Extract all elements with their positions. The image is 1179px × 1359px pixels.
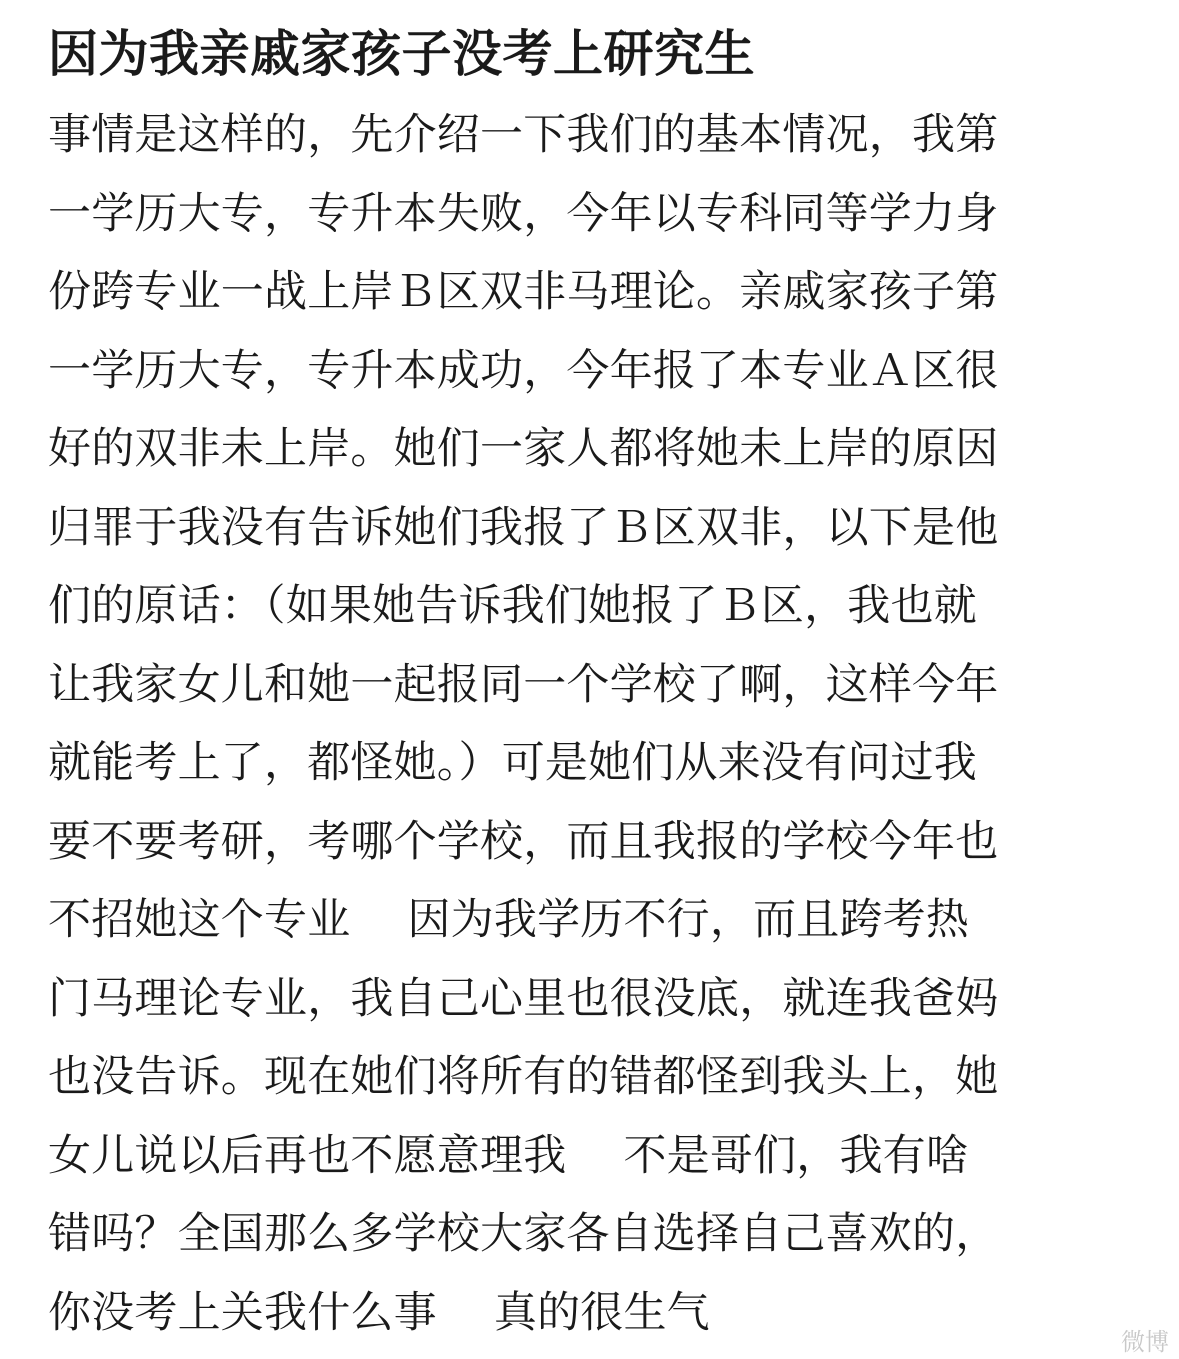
post-line: 错吗？全国那么多学校大家各自选择自己喜欢的， [48,1209,999,1259]
post-line: 要不要考研，考哪个学校，而且我报的学校今年也 [48,816,999,867]
post-line: 份跨专业一战上岸Ｂ区双非马理论。亲戚家孩子第 [48,267,999,317]
post-line: 好的双非未上岸。她们一家人都将她未上岸的原因 [48,424,999,474]
post-line: 也没告诉。现在她们将所有的错都怪到我头上，她 [48,1052,999,1102]
post-line: 一学历大专，专升本失败，今年以专科同等学力身 [48,188,999,239]
post-title: 因为我亲戚家孩子没考上研究生 [48,25,755,83]
post-line: 就能考上了，都怪她。）可是她们从来没有问过我 [48,738,977,788]
post-line: 事情是这样的，先介绍一下我们的基本情况，我第 [48,110,999,160]
post-line: 你没考上关我什么事 真的很生气 [48,1287,710,1338]
post-line: 们的原话：（如果她告诉我们她报了Ｂ区，我也就 [48,581,977,631]
post-container [48,18,1148,1352]
post-line: 不招她这个专业 因为我学历不行，而且跨考热 [48,895,970,945]
post-line: 让我家女儿和她一起报同一个学校了啊，这样今年 [48,659,999,710]
watermark: 微博 [1121,1328,1169,1356]
post-line: 一学历大专，专升本成功，今年报了本专业Ａ区很 [48,345,999,396]
post-line: 门马理论专业，我自己心里也很没底，就连我爸妈 [48,973,999,1024]
post-line: 归罪于我没有告诉她们我报了Ｂ区双非，以下是他 [48,502,999,553]
post-body [48,96,1148,1352]
post-line: 女儿说以后再也不愿意理我 不是哥们，我有啥 [48,1130,970,1181]
